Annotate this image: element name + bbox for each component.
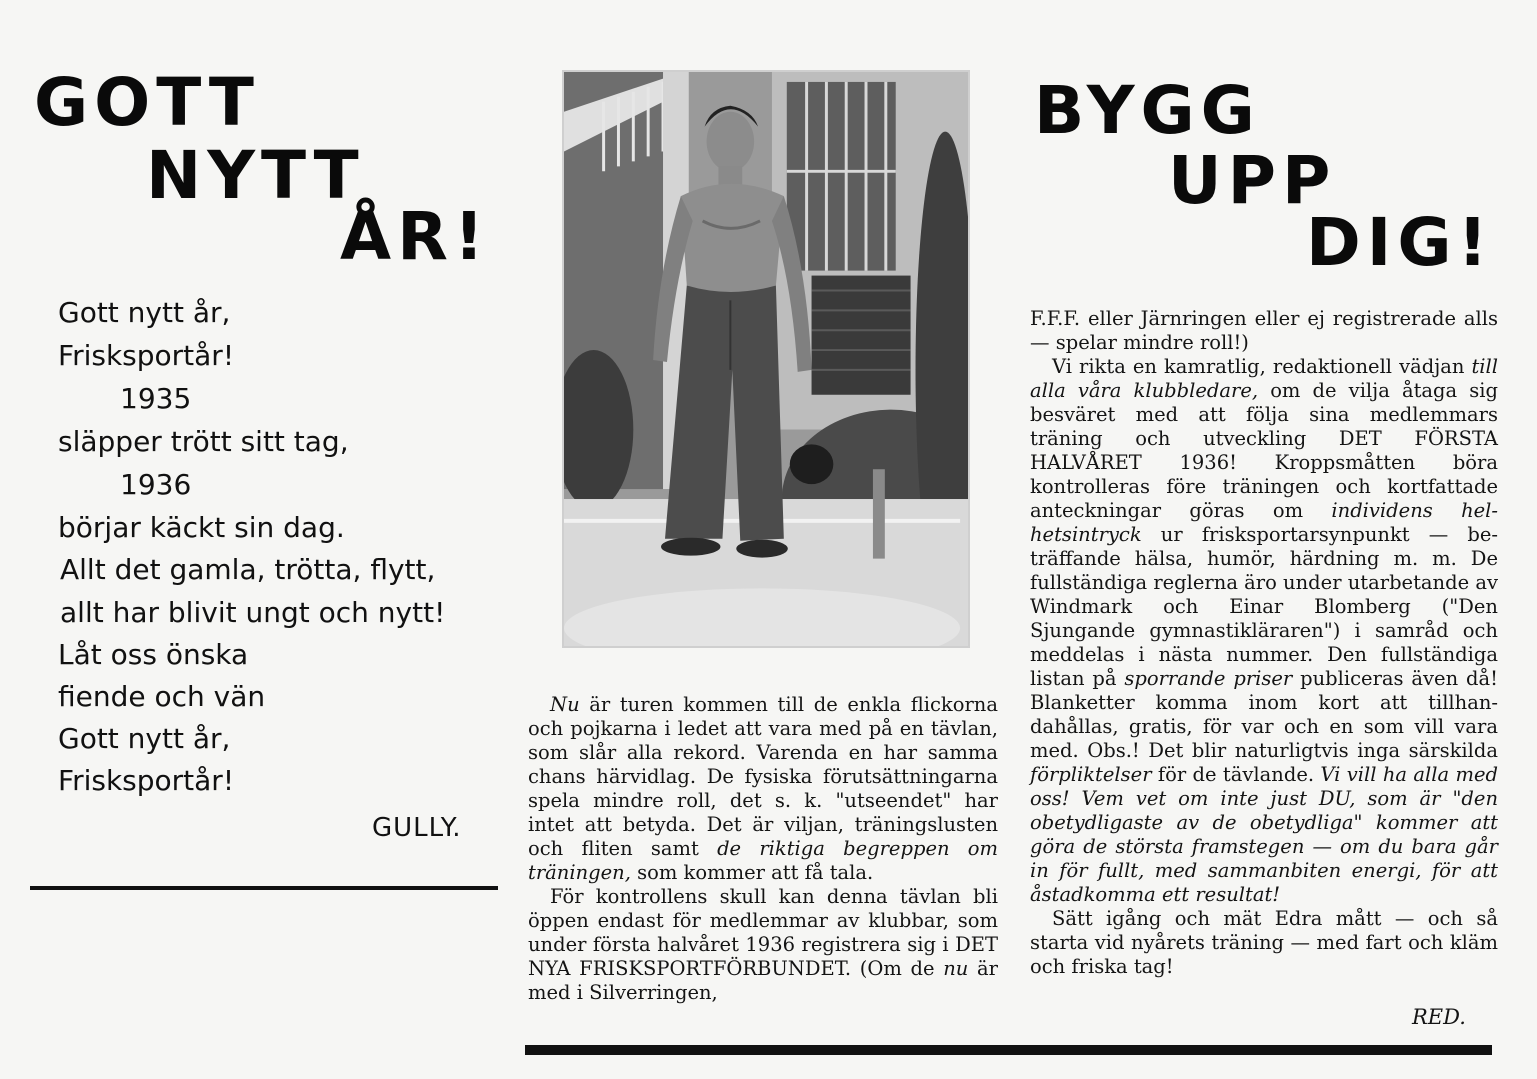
poem-line: Frisksportår! [58,764,235,797]
article-text: om de vilja åtaga sig besväret med att följa sina medlemmars träning och utveckling DET FÖRSTA HALVÅRET 1936! Kroppsmåtten böra kontrolleras före träningen och kortfattade anteckningar göras om [1030,379,1498,522]
article-text: för de tävlande. [1151,763,1321,786]
article-text: är turen kommen till de enkla flickorna och pojkarna i ledet att vara med på en tävlan, som slår alla rekord. Varenda en har samma chans härvidlag. De fysiska förutsättningarna spela mindre roll, det s. k. "utseendet" har intet att betyda. Det är viljan, träningslusten och fliten samt [528,693,998,860]
poem-line: 1935 [120,382,192,415]
article-column-right [1030,307,1498,979]
poem-line: Allt det gamla, trötta, flytt, [60,553,436,586]
article-text: Vi rikta en kamratlig, redaktionell vädjan [1052,355,1472,378]
poem-line: börjar käckt sin dag. [58,511,345,544]
article-text: För kontrollens skull kan denna tävlan bli öppen endast för medlemmar av klubbar, som under första halvåret 1936 registrera sig i DET NYA FRISKSPORTFÖRBUNDET. (Om de [528,885,998,980]
article-text: publiceras även då! Blanketter komma inom kort att tillhandahållas, gratis, för var och en som vill vara med. Obs.! Det blir naturligtvis inga särskilda [1030,667,1498,762]
headline-gott: GOTT [34,64,260,141]
poem-line: Låt oss önska [58,638,249,671]
headline-dig: DIG! [1306,204,1494,281]
bottom-rule [525,1045,1492,1055]
article-paragraph: F.F.F. eller Järnringen eller ej registrerade alls — spelar mindre roll!) [1030,307,1498,354]
headline-bygg: BYGG [1034,72,1261,149]
divider-rule [30,886,498,890]
photo-illustration [564,72,968,646]
article-text: som kommer att få tala. [630,861,874,884]
poem-line: Gott nytt år, [58,722,231,755]
poem-line: släpper trött sitt tag, [58,425,349,458]
article-emphasis: Vi vill ha alla med oss! Vem vet om inte just DU, som är "den obetydligaste av de obetydliga" kommer att göra de största framstegen — om du bara går in för fullt, med sammanbiten energi, för att åstadkomma ett resultat! [1030,763,1498,906]
article-emphasis: individens helhetsintryck [1030,499,1498,546]
article-emphasis: sporrande priser [1124,667,1293,690]
editor-signature: RED. [1412,1005,1466,1029]
poem-line: Frisksportår! [58,339,235,372]
poem-signature: GULLY. [372,813,462,843]
article-paragraph: Sätt igång och mät Edra mått — och så starta vid nyårets träning — med fart och kläm och friska tag! [1030,907,1498,978]
article-emphasis: till alla våra klubbledare, [1030,355,1498,402]
poem-line: 1936 [120,468,192,501]
article-text: är med i Silverringen, [528,957,998,1004]
shirtless-man-photo [562,70,970,648]
poem-line: allt har blivit ungt och nytt! [60,596,446,629]
article-emphasis: nu [943,957,969,980]
article-column-middle [528,693,998,1005]
headline-upp: UPP [1168,142,1337,219]
poem-line: fiende och vän [58,680,266,713]
headline-ar: ÅR! [340,198,490,275]
article-emphasis: förpliktelser [1030,763,1152,786]
article-emphasis: de riktiga begreppen om träningen, [528,837,998,884]
headline-nytt: NYTT [146,137,365,214]
poem-line: Gott nytt år, [58,296,231,329]
article-text: ur frisksportarsynpunkt — beträffande hälsa, humör, härdning m. m. De fullständiga reglerna äro under utarbetande av Windmark och Einar Blomberg ("Den Sjungande gymnastikläraren") i samråd och meddelas i nästa nummer. Den fullständiga listan på [1030,523,1498,690]
article-text: Nu [550,693,580,716]
